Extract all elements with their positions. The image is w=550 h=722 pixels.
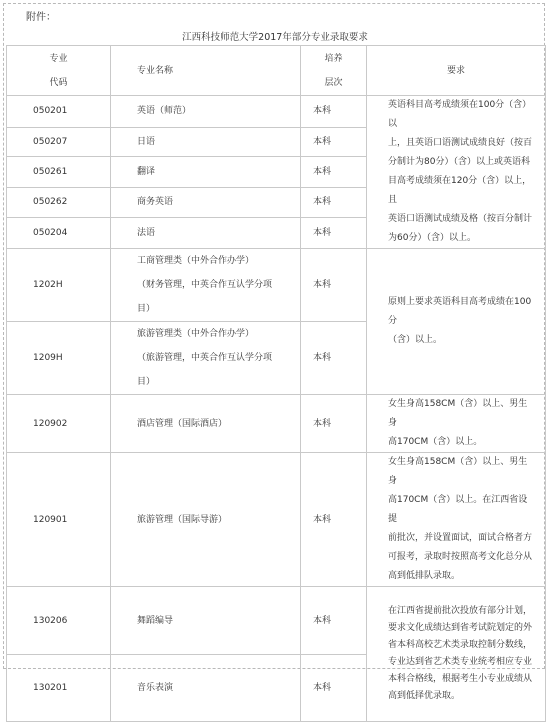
major-code: 130201 [7, 655, 111, 722]
admission-requirements-table [6, 45, 546, 722]
education-level: 本科 [301, 453, 367, 587]
major-code: 050207 [7, 127, 111, 156]
major-name: 舞蹈编导 [111, 587, 301, 655]
header-level: 培养 层次 [301, 46, 367, 96]
table-row [7, 587, 546, 655]
major-name: 日语 [111, 127, 301, 156]
attachment-label: 附件： [26, 12, 56, 23]
education-level: 本科 [301, 156, 367, 188]
major-code: 050201 [7, 96, 111, 128]
requirement-cell-hotel: 女生身高158CM（含）以上、男生身 高170CM（含）以上。 [367, 395, 546, 453]
education-level: 本科 [301, 587, 367, 655]
requirement-cell-cooperative: 原则上要求英语科目高考成绩在100分 （含）以上。 [367, 249, 546, 395]
requirement-cell-language: 英语科目高考成绩须在100分（含）以 上，且英语口语测试成绩良好（按百 分制计为80分）（含）以上或英语科 目高考成绩须在120分（含）以上，且 英语口语测试成绩及格（按百分制计 为60分）（含）以上。 [367, 96, 546, 249]
major-code: 120901 [7, 453, 111, 587]
major-code: 050262 [7, 188, 111, 217]
major-code: 120902 [7, 395, 111, 453]
major-name: 翻译 [111, 156, 301, 188]
major-name: 旅游管理（国际导游） [111, 453, 301, 587]
header-requirement: 要求 [367, 46, 546, 96]
header-code: 专业 代码 [7, 46, 111, 96]
education-level: 本科 [301, 96, 367, 128]
major-code: 1209H [7, 322, 111, 395]
education-level: 本科 [301, 322, 367, 395]
table-row [7, 96, 546, 128]
major-name: 商务英语 [111, 188, 301, 217]
major-name: 英语（师范） [111, 96, 301, 128]
major-name: 工商管理类（中外合作办学） （财务管理，中英合作互认学分项 目） [111, 249, 301, 322]
major-name: 酒店管理（国际酒店） [111, 395, 301, 453]
table-header-row [7, 46, 546, 96]
education-level: 本科 [301, 395, 367, 453]
requirement-cell-arts: 在江西省提前批次投放有部分计划， 要求文化成绩达到省考试院划定的外 省本科高校艺术类录取控制分数线， 专业达到省艺术类专业统考相应专业 本科合格线，根据考生小专业成绩从 高到低择优录取。 [367, 587, 546, 722]
table-row [7, 395, 546, 453]
major-code: 130206 [7, 587, 111, 655]
major-code: 1202H [7, 249, 111, 322]
header-name: 专业名称 [111, 46, 301, 96]
education-level: 本科 [301, 655, 367, 722]
major-name: 音乐表演 [111, 655, 301, 722]
major-code: 050261 [7, 156, 111, 188]
major-name: 旅游管理类（中外合作办学） （旅游管理，中英合作互认学分项 目） [111, 322, 301, 395]
education-level: 本科 [301, 249, 367, 322]
major-code: 050204 [7, 217, 111, 249]
table-row [7, 453, 546, 587]
requirement-cell-tour-guide: 女生身高158CM（含）以上、男生身 高170CM（含）以上。在江西省设提 前批次，并设置面试，面试合格者方 可报考，录取时按照高考文化总分从 高到低排队录取。 [367, 453, 546, 587]
education-level: 本科 [301, 217, 367, 249]
document-title: 江西科技师范大学2017年部分专业录取要求 [182, 32, 368, 43]
education-level: 本科 [301, 188, 367, 217]
education-level: 本科 [301, 127, 367, 156]
table-row [7, 249, 546, 322]
major-name: 法语 [111, 217, 301, 249]
